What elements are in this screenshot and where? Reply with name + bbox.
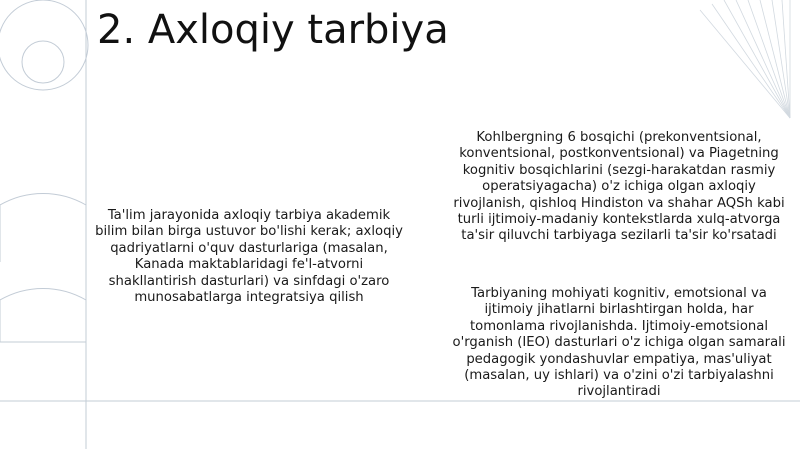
top-large-circle (0, 0, 88, 90)
mid-arc (0, 193, 86, 262)
top-right-fan-decoration (700, 0, 790, 118)
slide-title: 2. Axloqiy tarbiya (97, 7, 449, 53)
lower-arc (0, 288, 86, 342)
left-body-text: Ta'lim jarayonida axloqiy tarbiya akademik bilim bilan birga ustuvor bo'lishi kerak; axloqiy qadriyatlarni o'quv dasturlariga (masalan, Kanada maktablaridagi fe'l-atvorni shakllantirish dasturlari) va sinfdagi o'zaro munosabatlarga integratsiya qilish (95, 208, 403, 306)
right-body-text-1: Kohlbergning 6 bosqichi (prekonventsional, konventsional, postkonventsional) va Piagetning kognitiv bosqichlarini (sezgi-harakatdan rasmiy operatsiyagacha) o'z ichiga olgan axloqiy rivojlanish, qishloq Hindiston va shahar AQSh kabi turli ijtimoiy-madaniy kontekstlarda xulq-atvorga ta'sir qiluvchi tarbiyaga sezilarli ta'sir ko'rsatadi (453, 130, 785, 244)
right-body-text-2: Tarbiyaning mohiyati kognitiv, emotsional va ijtimoiy jihatlarni birlashtirgan holda, har tomonlama rivojlanishda. Ijtimoiy-emotsional o'rganish (IEO) dasturlari o'z ichiga olgan samarali pedagogik yondashuvlar empatiya, mas'uliyat (masalan, uy ishlari) va o'zini o'zi tarbiyalashni rivojlantiradi (452, 286, 786, 400)
top-small-circle (22, 41, 64, 83)
